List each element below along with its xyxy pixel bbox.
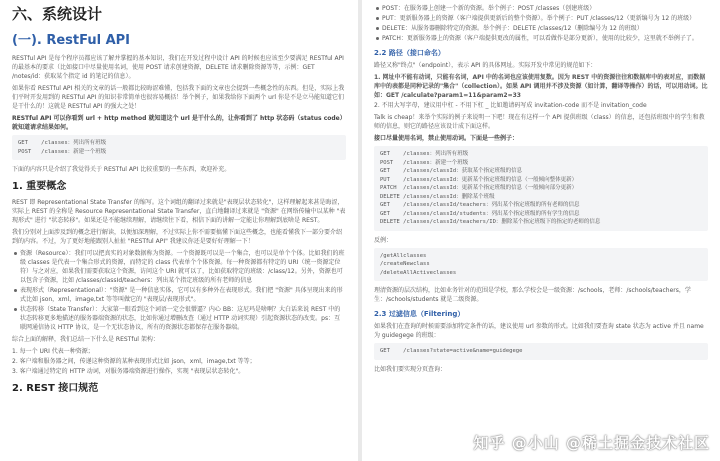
list-item: 表现形式（Representational）："资源" 是一种信息实体，它可以有多种外在表现形式。我们把 "资源" 具体呈现出来的形式比如 json，xml，image,txt 等等叫做它的 "表现层/表现形式"。 <box>12 286 346 304</box>
code-line: /createNewclass <box>380 261 430 267</box>
code-line: GET /classes/classId/students：列出某个指定班级的所有学生的信息 <box>380 210 580 217</box>
list-item: PATCH：更新服务器上的资源（客户端提供更改的属性，可以看做作是部分更新），使用的比较少，这里就不举例子了。 <box>374 34 708 43</box>
path-rules-list <box>374 73 708 110</box>
list-item: 资源（Resource）：我们可以把真实的对象数据称为资源。一个资源既可以是一个集合，也可以是单个个体。比如我们的班级 classes 是代表一个集合形式的资源，而特定的 class 代表单个个体资源。每一种资源都有特定的 URI（统一资源定位符）与之对应，如果我们需要获取这个资源，访问这个 URI 就可以了，比如获取特定的班级：/class/12。另外，资源也可以包含子资源，比如 /classes/classId/teachers：列出某个指定班级的所有老师的信息 <box>12 249 346 285</box>
filtering-heading: 2.3 过滤信息（Filtering） <box>374 310 465 318</box>
paragraph: RESTful API 是每个程序员都应该了解并掌握的基本知识，我们在开发过程中设计 API 的时候也应该至少要满足 RESTful API 的最基本的要求（比如接口中尽量使用名词，使用 POST 请求创建资源，DELETE 请求删除资源等等，示例：GET /notes/id：获取某个指定 id 的笔记的信息）。 <box>12 55 344 80</box>
code-block <box>374 248 708 282</box>
paragraph: Talk is cheap！来举个实际的例子来说明一下吧！现在有这样一个 API 提供班级（class）的信息，还包括班级中的学生和教师的信息，则它的路径应该设计成下面这样。 <box>374 114 705 130</box>
code-line: GET /classes/classId：获取某个指定班级的信息 <box>380 168 523 174</box>
document-page-left <box>0 0 358 461</box>
highlight-paragraph: RESTful API 可以你看到 url + http method 就知道这个 url 是干什么的，让你看到了 http 状态码（status code）就知道请求结果如何。 <box>12 115 346 131</box>
path-heading: 2.2 路径（接口命名） <box>374 49 445 57</box>
list-item: DELETE：从服务器删除特定的资源。举个例子：DELETE /classes/12（删除编号为 12 的班级） <box>374 24 708 33</box>
paragraph: 理清资源的层次结构，比如业务针对的范围是学校，那么学校会是一级资源：/schools，老师：/schools/teachers，学生：/schools/students 就是二级资源。 <box>374 287 691 303</box>
paragraph: 反例： <box>374 236 393 244</box>
list-item: 2. 不用大写字母，建议用中杠 - 不用下杠 _ 比如邀请码写成 invitation-code 而不是 invitation_code <box>374 102 647 109</box>
code-block <box>374 343 708 360</box>
list-item: 1. 网址中不能有动词，只能有名词，API 中的名词也应该使用复数。因为 REST 中的资源往往和数据库中的表对应，而数据库中的表都是同种记录的"集合"（collection）。如果 API 调用并不涉及资源（如计算，翻译等操作）的话，可以用动词。比如：GET /calculate?param1=11&param2=33 <box>374 74 708 99</box>
code-line: POST /classes：新建一个班级 <box>380 159 469 166</box>
list-item: PUT：更新服务器上的资源（客户端提供更新后的整个资源）。举个例子：PUT /classes/12（更新编号为 12 的班级） <box>374 14 708 23</box>
list-item: 状态转移（State Transfer）：大家第一眼看到这个词语一定会很懵逼？内心 BB：这尼玛是啥啊？大白话来说 REST 中的状态转移更多地描述的服务器端资源的状态，比如你通过增删改查（通过 HTTP 动词实现）引起资源状态的改变。ps：互联网通信协议 HTTP 协议，是一个无状态协议，所有的资源状态都保存在服务器端。 <box>12 305 346 332</box>
list-item: 1. 每一个 URI 代表一种资源； <box>12 348 94 355</box>
code-block <box>12 135 346 160</box>
watermark: 知乎 @小山 @稀土掘金技术社区 <box>473 434 710 452</box>
code-line: POST /classes：新建一个班级 <box>18 148 107 155</box>
paragraph: 比如我们要实现分页查询： <box>374 365 447 373</box>
code-line: DELETE /classes/classId/teachers/ID：删除某个指定班级下的指定的老师的信息 <box>380 219 601 225</box>
summary-list <box>12 347 346 376</box>
code-line: /getAllclasses <box>380 252 427 259</box>
code-line: GET /classes/classId/teachers：列出某个指定班级的所有老师的信息 <box>380 202 580 208</box>
restful-api-heading: (一). RestFul API <box>12 33 131 48</box>
list-item: 2. 客户端和服务器之间，传递这种资源的某种表现形式比如 json，xml，image,txt 等等； <box>12 358 256 365</box>
list-item: POST：在服务器上创建一个新的资源。举个例子：POST /classes（创建班级） <box>374 4 708 13</box>
code-line: GET /classes?state=active&name=guidegege <box>380 348 523 354</box>
paragraph: 路径又称"终点"（endpoint），表示 API 的具体网址。实际开发中常见的规范如下： <box>374 62 597 69</box>
section-title: 六、系统设计 <box>12 5 103 23</box>
code-line: PATCH /classes/classId：更新某个指定班级的信息（一般倾向部分更新） <box>380 185 578 191</box>
paragraph: 我们分别对上面涉及到的概念进行解读，以便加深理解，不过实际上你不需要搞懂下面这些概念，也能看懂我下一部分要介绍到的内容。不过，为了更好地能跟别人扯扯 "RESTful API" 我建议你还是要好好理解一下！ <box>12 229 343 245</box>
code-line: GET /classes：列出所有班级 <box>380 151 469 157</box>
code-line: /deleteAllActiveclasses <box>380 269 457 276</box>
concept-list <box>12 249 346 332</box>
paragraph: REST 即 Representational State Transfer 的缩写。这个词组的翻译过来就是"表现层状态转化"，这样理解起来甚是晦涩，实际上 REST 的全称是 Resource Representational State Transfer，直白地翻译过来就是 "资源" 在网络传输中以某种 "表现形式" 进行 "状态转移"。如果还是不能继续理解，请继续往下看，相信下面的讲解一定能让你理解到底啥是 REST。 <box>12 199 346 224</box>
highlight-paragraph: 接口尽量使用名词，禁止使用动词。下面是一些例子： <box>374 135 519 142</box>
code-line: DELETE /classes/classId：删除某个班级 <box>380 193 495 200</box>
http-verbs-list <box>374 4 708 43</box>
paragraph: 如果你看 RESTful API 相关的文章的话一般都比较晦涩难懂，包括我下面的文章也会提到一些概念性的东西。但是，实际上我们平时开发用到的 RESTful API 的知识非常简单也很容易概括！举个例子，如果我给你下面两个 url 你是不是立马能知道它们是干什么的！这就是 RESTful API 的强大之处！ <box>12 85 345 110</box>
concepts-heading: 1. 重要概念 <box>12 181 67 192</box>
code-line: GET /classes：列出所有班级 <box>18 140 107 146</box>
rest-spec-heading: 2. REST 接口规范 <box>12 383 99 394</box>
paragraph: 综合上面的解释，我们总结一下什么是 RESTful 架构： <box>12 336 159 343</box>
list-item: 3. 客户端通过特定的 HTTP 动词，对服务器端资源进行操作，实现 "表现层状态转化"。 <box>12 368 245 375</box>
document-page-right <box>362 0 720 461</box>
paragraph: 如果我们在查询的时候需要添加特定条件的话，建议使用 url 参数的形式。比如我们要查询 state 状态为 active 并且 name 为 guidegege 的班级： <box>374 323 704 339</box>
code-line: PUT /classes/classId：更新某个指定班级的信息（一般倾向整体更新） <box>380 176 578 183</box>
paragraph: 下面的内容只是介绍了我觉得关于 RESTful API 比较重要的一些东西，欢迎补充。 <box>12 166 231 173</box>
code-block <box>374 146 708 231</box>
